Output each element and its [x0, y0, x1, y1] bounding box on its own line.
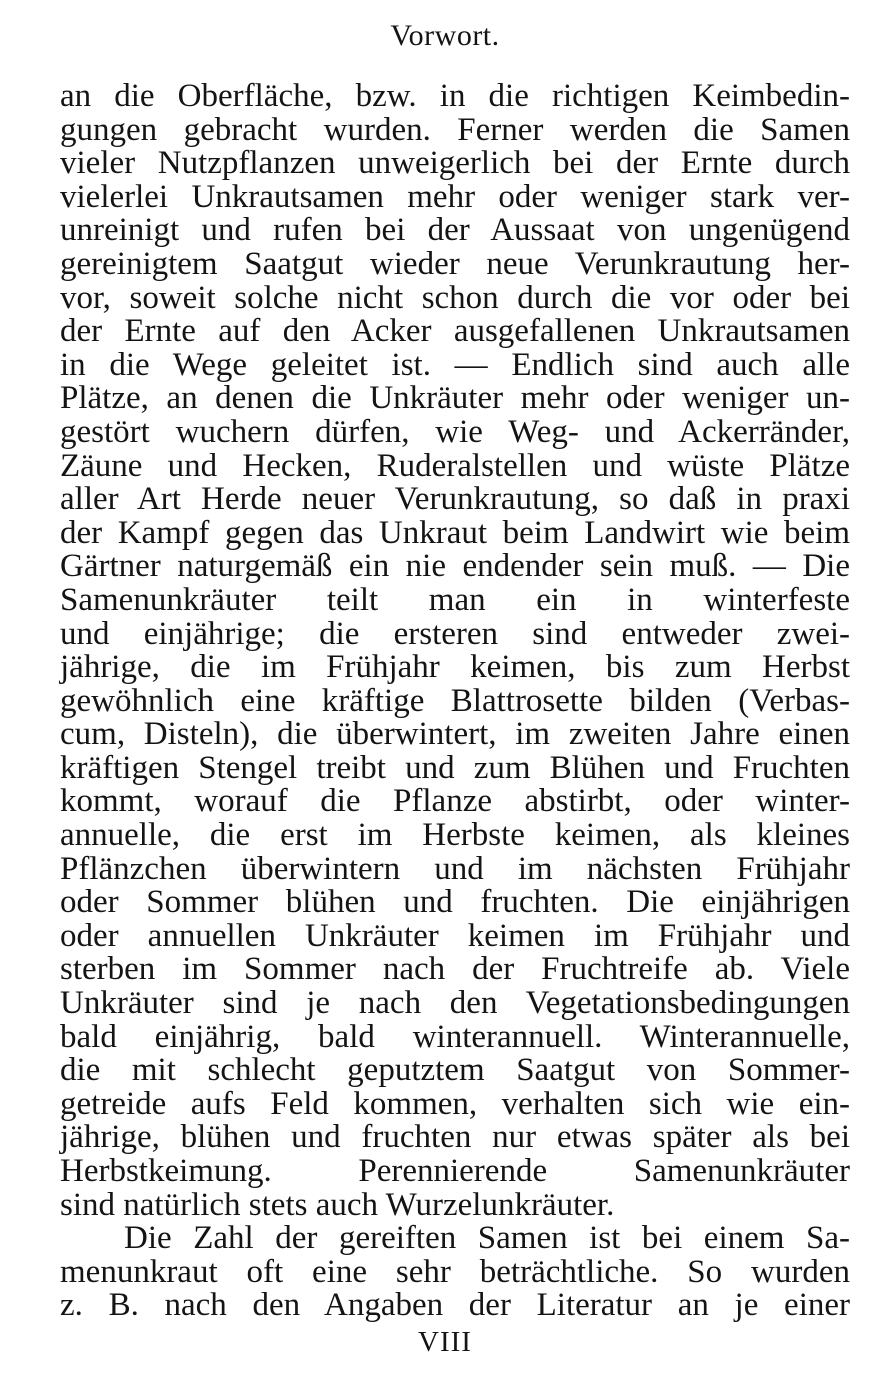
text-line: jährige, die im Frühjahr keimen, bis zum Herbst [60, 649, 850, 686]
running-header: Vorwort. [390, 19, 500, 52]
text-line: vieler Nutzpflanzen unweigerlich bei der Ernte durch [60, 145, 850, 182]
text-line: oder annuellen Unkräuter keimen im Frühjahr und [60, 917, 850, 954]
text-line: unreinigt und rufen bei der Aussaat von ungenügend [60, 212, 850, 249]
text-line: sterben im Sommer nach der Fruchtreife ab. Viele [60, 951, 850, 988]
text-line: vor, soweit solche nicht schon durch die vor oder bei [60, 279, 850, 316]
text-line: vielerlei Unkrautsamen mehr oder weniger stark ver- [60, 178, 850, 215]
body-text [60, 80, 850, 1323]
page-number: VIII [418, 1326, 472, 1358]
text-line: der Ernte auf den Acker ausgefallenen Unkrautsamen [60, 313, 850, 350]
text-line: menunkraut oft eine sehr beträchtliche. So wurden [60, 1253, 850, 1290]
text-line: kommt, worauf die Pflanze abstirbt, oder winter- [60, 783, 850, 820]
text-line: in die Wege geleitet ist. — Endlich sind auch alle [60, 346, 850, 383]
text-line: gewöhnlich eine kräftige Blattrosette bilden (Verbas- [60, 682, 850, 719]
text-line: annuelle, die erst im Herbste keimen, als kleines [60, 817, 850, 854]
text-line: Samenunkräuter teilt man ein in winterfeste [60, 581, 850, 618]
text-line: oder Sommer blühen und fruchten. Die einjährigen [60, 884, 850, 921]
text-line: getreide aufs Feld kommen, verhalten sich wie ein- [60, 1085, 850, 1122]
text-line: Die Zahl der gereiften Samen ist bei einem Sa- [124, 1220, 850, 1257]
text-line: gereinigtem Saatgut wieder neue Verunkrautung her- [60, 245, 850, 282]
text-line: der Kampf gegen das Unkraut beim Landwirt wie beim [60, 514, 850, 551]
text-line: cum, Disteln), die überwintert, im zweiten Jahre einen [60, 716, 850, 753]
text-line: Unkräuter sind je nach den Vegetationsbedingungen [60, 985, 850, 1022]
text-line: Pflänzchen überwintern und im nächsten Frühjahr [60, 850, 850, 887]
text-line: und einjährige; die ersteren sind entweder zwei- [60, 615, 850, 652]
paragraph [60, 80, 850, 1222]
text-line: Plätze, an denen die Unkräuter mehr oder weniger un- [60, 380, 850, 417]
text-line: z. B. nach den Angaben der Literatur an je einer [60, 1287, 850, 1324]
text-line: kräftigen Stengel treibt und zum Blühen und Fruchten [60, 749, 850, 786]
text-line: jährige, blühen und fruchten nur etwas später als bei [60, 1119, 850, 1156]
text-line: Zäune und Hecken, Ruderalstellen und wüste Plätze [60, 447, 850, 484]
text-line: Herbstkeimung. Perennierende Samenunkräuter [60, 1153, 850, 1189]
text-line: gungen gebracht wurden. Ferner werden die Samen [60, 111, 850, 148]
text-line: Gärtner naturgemäß ein nie endender sein muß. — Die [60, 548, 850, 585]
text-line: sind natürlich stets auch Wurzelunkräuter. [60, 1186, 615, 1223]
paragraph [60, 1222, 850, 1323]
text-line: aller Art Herde neuer Verunkrautung, so daß in praxi [60, 481, 850, 518]
text-line: bald einjährig, bald winterannuell. Winterannuelle, [60, 1018, 850, 1055]
text-line: gestört wuchern dürfen, wie Weg- und Ackerränder, [60, 413, 850, 450]
text-line: die mit schlecht geputztem Saatgut von Sommer- [60, 1052, 850, 1089]
text-line: an die Oberfläche, bzw. in die richtigen Keimbedin- [60, 78, 850, 114]
